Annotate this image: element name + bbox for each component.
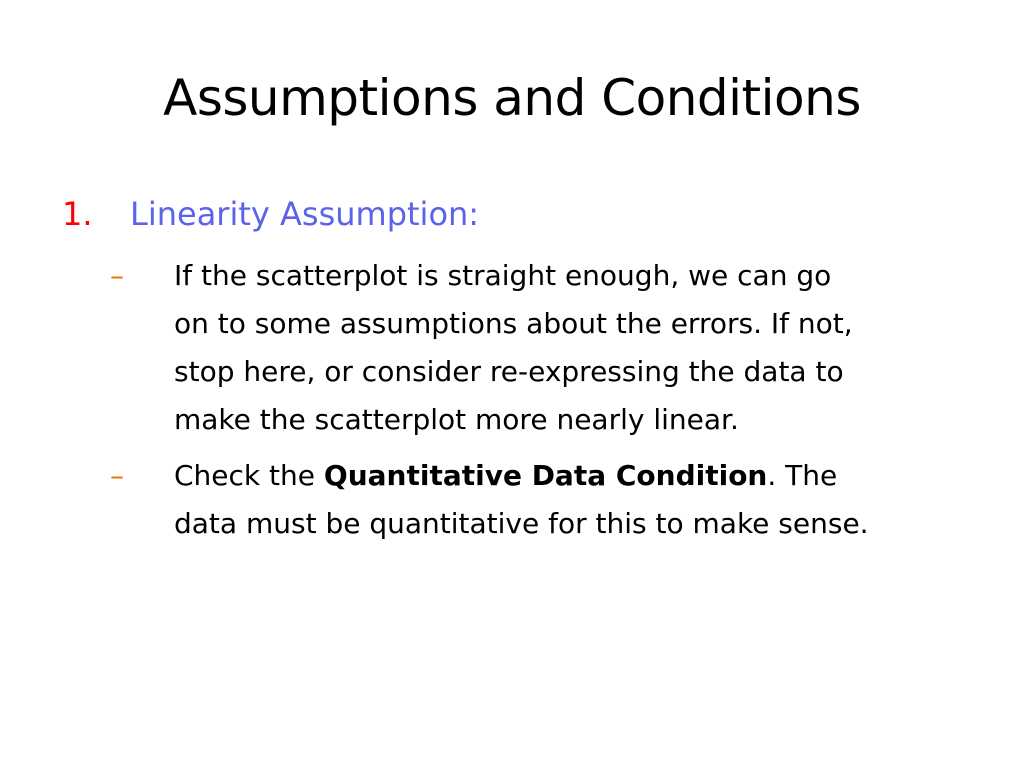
text-line: data must be quantitative for this to make sense. <box>174 507 869 540</box>
sub-bullet-text <box>174 452 974 548</box>
slide-title: Assumptions and Conditions <box>163 69 861 127</box>
dash-marker: – <box>110 459 124 492</box>
numbered-item-linearity <box>62 192 962 236</box>
item-heading: Linearity Assumption: <box>130 195 480 233</box>
text-prefix: Check the <box>174 459 324 492</box>
item-number: 1. <box>62 195 93 233</box>
text-line: on to some assumptions about the errors. If not, <box>174 307 853 340</box>
sub-bullet-text <box>174 252 974 444</box>
text-line: stop here, or consider re-expressing the data to <box>174 355 844 388</box>
text-suffix: . The <box>767 459 838 492</box>
text-line: If the scatterplot is straight enough, we can go <box>174 259 832 292</box>
text-line <box>174 452 974 500</box>
condition-name: Quantitative Data Condition <box>323 459 768 492</box>
dash-marker: – <box>110 259 124 292</box>
text-line: make the scatterplot more nearly linear. <box>174 403 739 436</box>
